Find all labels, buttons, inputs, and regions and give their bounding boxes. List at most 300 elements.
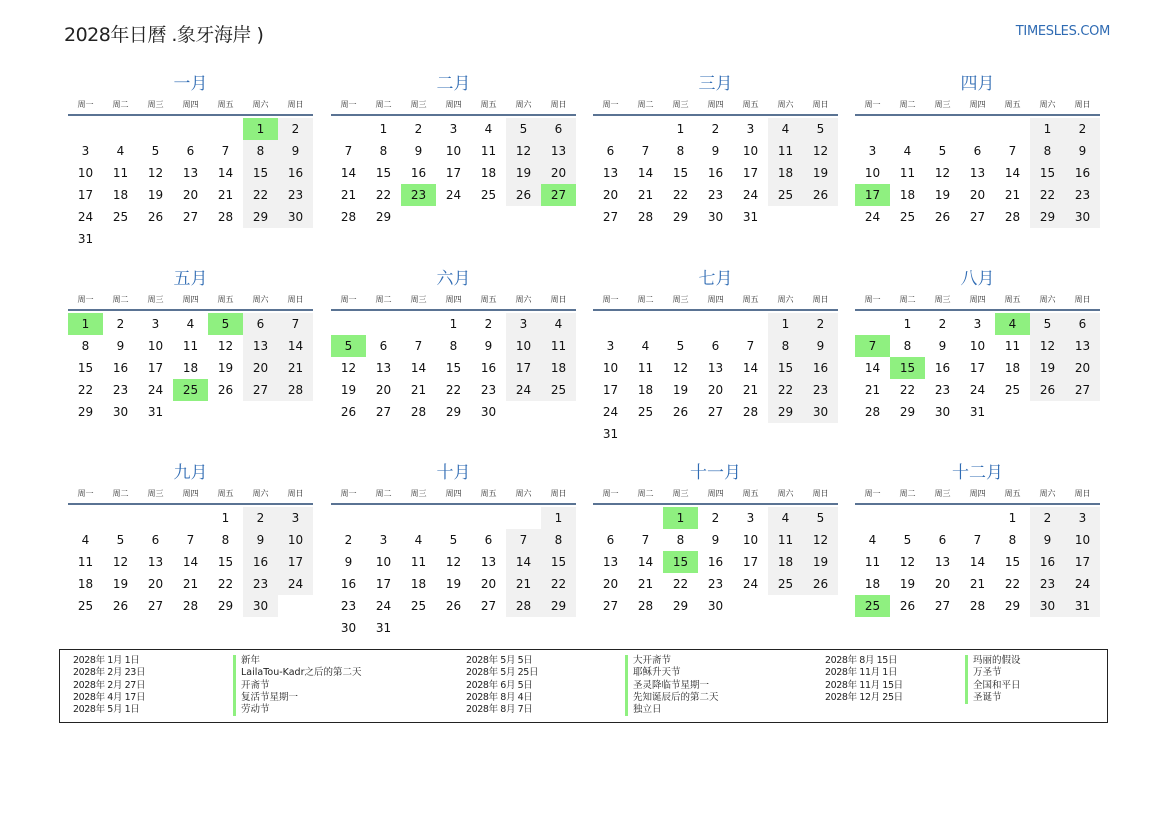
weekday-label: 周四	[182, 489, 199, 498]
day-cell: 27	[147, 599, 164, 613]
day-cell: 16	[1065, 162, 1100, 184]
day-cell: 12	[147, 166, 164, 180]
weekday-label: 周四	[445, 489, 462, 498]
holiday-date: 2028年 4月 17日	[73, 691, 146, 703]
day-cell: 2	[116, 317, 125, 331]
day-cell: 27	[480, 599, 497, 613]
day-cell: 6	[606, 144, 615, 158]
day-cell: 24	[969, 383, 986, 397]
day-cell: 19	[672, 383, 689, 397]
empty-cell	[68, 118, 103, 140]
day-cell: 5	[903, 533, 912, 547]
day-cell: 22	[217, 577, 234, 591]
weekday-label: 周四	[969, 489, 986, 498]
empty-cell	[960, 507, 995, 529]
weekday-label: 周五	[1004, 100, 1021, 109]
day-cell: 19	[506, 162, 541, 184]
weekday-label: 周三	[147, 489, 164, 498]
empty-cell	[401, 206, 436, 228]
weekday-label: 周六	[252, 295, 269, 304]
day-cell: 31	[1065, 595, 1100, 617]
day-cell: 3	[449, 122, 458, 136]
day-cell: 26	[147, 210, 164, 224]
day-cell: 1	[663, 507, 698, 529]
weekday-label: 周二	[112, 489, 129, 498]
empty-cell	[768, 423, 803, 445]
day-cell: 10	[742, 144, 759, 158]
day-cell: 18	[637, 383, 654, 397]
day-cell: 26	[1030, 379, 1065, 401]
weekday-label: 周日	[550, 489, 567, 498]
day-cell: 12	[506, 140, 541, 162]
week-row	[68, 529, 313, 551]
empty-cell	[628, 118, 663, 140]
holiday-dates-col-3	[825, 655, 903, 704]
day-cell: 31	[77, 232, 94, 246]
day-cell: 20	[375, 383, 392, 397]
day-cell: 6	[484, 533, 493, 547]
week-row	[331, 335, 576, 357]
weekday-label: 周三	[934, 489, 951, 498]
day-cell: 11	[768, 140, 803, 162]
holiday-date: 2028年 11月 15日	[825, 679, 903, 691]
empty-cell	[138, 228, 173, 250]
weekday-label: 周二	[375, 295, 392, 304]
holiday-date: 2028年 8月 15日	[825, 655, 898, 666]
day-cell: 17	[602, 383, 619, 397]
day-cell: 15	[77, 361, 94, 375]
holiday-name: 玛丽的假设	[973, 655, 1021, 666]
day-cell: 19	[147, 188, 164, 202]
day-cell: 14	[278, 335, 313, 357]
day-cell: 12	[934, 166, 951, 180]
holiday-name: LailaTou-Kadr之后的第二天	[241, 667, 362, 679]
day-cell: 15	[663, 551, 698, 573]
day-cell: 25	[410, 599, 427, 613]
day-cell: 29	[1030, 206, 1065, 228]
holiday-name: 圣诞节	[973, 691, 1002, 703]
week-row	[593, 507, 838, 529]
empty-cell	[138, 118, 173, 140]
weekday-label: 周三	[672, 295, 689, 304]
site-link[interactable]: TIMESLES.COM	[1015, 24, 1110, 39]
weekday-label: 周六	[777, 489, 794, 498]
weekday-label: 周二	[375, 489, 392, 498]
holiday-name: 劳动节	[241, 704, 270, 716]
day-cell: 2	[278, 118, 313, 140]
day-cell: 22	[768, 379, 803, 401]
day-cell: 11	[637, 361, 654, 375]
empty-cell	[471, 617, 506, 639]
day-cell: 7	[414, 339, 423, 353]
weekday-label: 周五	[742, 295, 759, 304]
day-cell: 24	[147, 383, 164, 397]
day-cell: 2	[1030, 507, 1065, 529]
empty-cell	[506, 617, 541, 639]
day-cell: 15	[445, 361, 462, 375]
day-cell: 15	[375, 166, 392, 180]
day-cell: 23	[707, 577, 724, 591]
day-cell: 28	[217, 210, 234, 224]
empty-cell	[506, 206, 541, 228]
day-cell: 17	[506, 357, 541, 379]
day-cell: 18	[1004, 361, 1021, 375]
week-row	[331, 206, 576, 228]
day-cell: 20	[147, 577, 164, 591]
day-cell: 28	[1004, 210, 1021, 224]
weekday-header	[593, 96, 838, 116]
day-cell: 3	[973, 317, 982, 331]
weekday-label: 周四	[182, 295, 199, 304]
day-cell: 2	[938, 317, 947, 331]
day-cell: 30	[707, 599, 724, 613]
weekday-label: 周五	[742, 489, 759, 498]
day-cell: 2	[711, 122, 720, 136]
weekday-label: 周三	[147, 295, 164, 304]
holiday-name: 全国和平日	[973, 679, 1021, 691]
holiday-name: 独立日	[633, 704, 662, 716]
weekday-header	[331, 485, 576, 505]
day-cell: 23	[401, 184, 436, 206]
month-5	[68, 267, 313, 423]
week-row	[331, 507, 576, 529]
day-cell: 20	[182, 188, 199, 202]
day-cell: 17	[375, 577, 392, 591]
day-cell: 31	[969, 405, 986, 419]
day-cell: 6	[541, 118, 576, 140]
day-cell: 3	[1065, 507, 1100, 529]
day-cell: 8	[676, 144, 685, 158]
day-cell: 25	[541, 379, 576, 401]
day-cell: 16	[1030, 551, 1065, 573]
day-cell: 3	[81, 144, 90, 158]
empty-cell	[803, 206, 838, 228]
day-cell: 2	[243, 507, 278, 529]
empty-cell	[593, 118, 628, 140]
day-cell: 6	[938, 533, 947, 547]
empty-cell	[925, 118, 960, 140]
day-cell: 25	[173, 379, 208, 401]
holiday-date: 2028年 8月 4日	[466, 691, 533, 703]
day-cell: 28	[410, 405, 427, 419]
day-cell: 7	[186, 533, 195, 547]
day-cell: 14	[410, 361, 427, 375]
day-cell: 18	[182, 361, 199, 375]
day-cell: 5	[116, 533, 125, 547]
day-cell: 7	[973, 533, 982, 547]
day-cell: 8	[903, 339, 912, 353]
weekday-label: 周二	[637, 489, 654, 498]
day-cell: 29	[217, 599, 234, 613]
week-row	[331, 401, 576, 423]
day-cell: 2	[344, 533, 353, 547]
weekday-label: 周六	[515, 295, 532, 304]
day-cell: 10	[864, 166, 881, 180]
day-cell: 21	[637, 577, 654, 591]
weekday-label: 周一	[602, 100, 619, 109]
weekday-header	[331, 96, 576, 116]
day-cell: 5	[208, 313, 243, 335]
day-cell: 1	[768, 313, 803, 335]
day-cell: 19	[899, 577, 916, 591]
week-row	[855, 379, 1100, 401]
day-cell: 14	[506, 551, 541, 573]
day-cell: 10	[445, 144, 462, 158]
day-cell: 9	[1065, 140, 1100, 162]
holiday-name: 先知诞辰后的第二天	[633, 691, 719, 703]
day-cell: 23	[112, 383, 129, 397]
day-cell: 25	[768, 573, 803, 595]
month-10	[331, 461, 576, 639]
empty-cell	[733, 423, 768, 445]
day-cell: 24	[445, 188, 462, 202]
day-cell: 26	[217, 383, 234, 397]
day-cell: 19	[340, 383, 357, 397]
day-cell: 28	[637, 599, 654, 613]
empty-cell	[173, 507, 208, 529]
week-row	[593, 529, 838, 551]
week-row	[593, 379, 838, 401]
holiday-list	[59, 649, 1108, 723]
day-cell: 11	[1004, 339, 1021, 353]
day-cell: 19	[803, 551, 838, 573]
empty-cell	[960, 118, 995, 140]
empty-cell	[506, 401, 541, 423]
day-cell: 12	[899, 555, 916, 569]
weekday-header	[331, 291, 576, 311]
day-cell: 18	[480, 166, 497, 180]
day-cell: 10	[375, 555, 392, 569]
month-name: 七月	[698, 269, 733, 289]
week-row	[68, 313, 313, 335]
day-cell: 17	[742, 555, 759, 569]
day-cell: 7	[746, 339, 755, 353]
empty-cell	[173, 228, 208, 250]
weekday-label: 周日	[1074, 295, 1091, 304]
empty-cell	[401, 617, 436, 639]
day-cell: 24	[506, 379, 541, 401]
day-cell: 21	[1004, 188, 1021, 202]
day-cell: 3	[506, 313, 541, 335]
day-cell: 18	[768, 162, 803, 184]
weekday-label: 周二	[899, 295, 916, 304]
empty-cell	[663, 423, 698, 445]
day-cell: 12	[1030, 335, 1065, 357]
day-cell: 3	[746, 122, 755, 136]
day-cell: 21	[969, 577, 986, 591]
day-cell: 17	[742, 166, 759, 180]
weekday-label: 周五	[480, 295, 497, 304]
holiday-name: 耶稣升天节	[633, 667, 681, 679]
holiday-date: 2028年 1月 1日	[73, 655, 140, 666]
day-cell: 22	[899, 383, 916, 397]
day-cell: 25	[768, 184, 803, 206]
week-row	[68, 573, 313, 595]
empty-cell	[733, 313, 768, 335]
day-cell: 4	[868, 533, 877, 547]
empty-cell	[855, 507, 890, 529]
week-row	[855, 184, 1100, 206]
week-row	[855, 401, 1100, 423]
day-cell: 4	[81, 533, 90, 547]
day-cell: 10	[77, 166, 94, 180]
day-cell: 21	[864, 383, 881, 397]
day-cell: 5	[1030, 313, 1065, 335]
day-cell: 13	[707, 361, 724, 375]
weekday-label: 周四	[707, 100, 724, 109]
day-cell: 6	[606, 533, 615, 547]
day-cell: 8	[1008, 533, 1017, 547]
day-cell: 7	[641, 144, 650, 158]
day-cell: 13	[541, 140, 576, 162]
day-cell: 9	[711, 144, 720, 158]
empty-cell	[628, 423, 663, 445]
weekday-header	[855, 485, 1100, 505]
day-cell: 3	[746, 511, 755, 525]
day-cell: 1	[379, 122, 388, 136]
day-cell: 1	[541, 507, 576, 529]
day-cell: 25	[77, 599, 94, 613]
day-cell: 30	[112, 405, 129, 419]
weekday-label: 周五	[1004, 489, 1021, 498]
weekday-label: 周五	[217, 489, 234, 498]
week-row	[331, 595, 576, 617]
day-cell: 3	[379, 533, 388, 547]
day-cell: 13	[602, 555, 619, 569]
day-cell: 16	[803, 357, 838, 379]
day-cell: 21	[278, 357, 313, 379]
empty-cell	[768, 206, 803, 228]
day-cell: 5	[676, 339, 685, 353]
day-cell: 20	[934, 577, 951, 591]
week-row	[331, 617, 576, 639]
week-row	[68, 335, 313, 357]
day-cell: 2	[711, 511, 720, 525]
weekday-label: 周日	[812, 295, 829, 304]
day-cell: 15	[217, 555, 234, 569]
day-cell: 28	[506, 595, 541, 617]
month-name: 九月	[173, 463, 208, 483]
day-cell: 30	[243, 595, 278, 617]
day-cell: 28	[637, 210, 654, 224]
weekday-header	[593, 291, 838, 311]
day-cell: 22	[445, 383, 462, 397]
day-cell: 6	[1065, 313, 1100, 335]
day-cell: 4	[414, 533, 423, 547]
day-cell: 2	[484, 317, 493, 331]
day-cell: 13	[969, 166, 986, 180]
day-cell: 30	[340, 621, 357, 635]
empty-cell	[331, 118, 366, 140]
day-cell: 14	[1004, 166, 1021, 180]
week-row	[68, 595, 313, 617]
month-name: 六月	[436, 269, 471, 289]
day-cell: 28	[278, 379, 313, 401]
day-cell: 28	[182, 599, 199, 613]
day-cell: 4	[995, 313, 1030, 335]
empty-cell	[925, 507, 960, 529]
month-name: 十月	[436, 463, 471, 483]
day-cell: 16	[707, 166, 724, 180]
empty-cell	[278, 228, 313, 250]
holiday-date: 2028年 5月 1日	[73, 704, 140, 716]
day-cell: 20	[969, 188, 986, 202]
week-row	[68, 551, 313, 573]
weekday-label: 周四	[969, 295, 986, 304]
week-row	[593, 595, 838, 617]
day-cell: 22	[77, 383, 94, 397]
day-cell: 31	[602, 427, 619, 441]
weekday-label: 周三	[934, 100, 951, 109]
week-row	[68, 228, 313, 250]
month-name: 十二月	[952, 463, 1003, 483]
week-row	[593, 206, 838, 228]
week-row	[68, 206, 313, 228]
empty-cell	[803, 423, 838, 445]
day-cell: 22	[243, 184, 278, 206]
day-cell: 29	[899, 405, 916, 419]
holiday-names-col-3	[965, 655, 1021, 704]
month-11	[593, 461, 838, 617]
day-cell: 6	[711, 339, 720, 353]
month-2	[331, 72, 576, 228]
week-row	[593, 401, 838, 423]
day-cell: 8	[768, 335, 803, 357]
holiday-name: 大开斋节	[633, 655, 672, 666]
weekday-label: 周一	[340, 489, 357, 498]
empty-cell	[103, 118, 138, 140]
weekday-label: 周一	[77, 489, 94, 498]
holiday-date: 2028年 2月 27日	[73, 679, 146, 691]
weekday-label: 周五	[742, 100, 759, 109]
empty-cell	[995, 118, 1030, 140]
day-cell: 22	[541, 573, 576, 595]
day-cell: 29	[1004, 599, 1021, 613]
day-cell: 7	[1008, 144, 1017, 158]
day-cell: 7	[855, 335, 890, 357]
day-cell: 25	[855, 595, 890, 617]
day-cell: 8	[1030, 140, 1065, 162]
day-cell: 21	[637, 188, 654, 202]
day-cell: 12	[340, 361, 357, 375]
month-12	[855, 461, 1100, 617]
day-cell: 17	[278, 551, 313, 573]
empty-cell	[208, 228, 243, 250]
month-3	[593, 72, 838, 228]
month-1	[68, 72, 313, 250]
month-name: 十一月	[690, 463, 741, 483]
empty-cell	[890, 507, 925, 529]
day-cell: 22	[1030, 184, 1065, 206]
day-cell: 14	[864, 361, 881, 375]
weekday-label: 周四	[969, 100, 986, 109]
week-row	[855, 206, 1100, 228]
day-cell: 21	[182, 577, 199, 591]
weekday-label: 周一	[340, 100, 357, 109]
day-cell: 17	[445, 166, 462, 180]
day-cell: 6	[151, 533, 160, 547]
empty-cell	[855, 313, 890, 335]
weekday-label: 周一	[864, 295, 881, 304]
day-cell: 29	[768, 401, 803, 423]
day-cell: 9	[1030, 529, 1065, 551]
day-cell: 12	[803, 529, 838, 551]
day-cell: 14	[637, 555, 654, 569]
day-cell: 29	[672, 210, 689, 224]
empty-cell	[436, 507, 471, 529]
day-cell: 11	[480, 144, 497, 158]
day-cell: 30	[1030, 595, 1065, 617]
